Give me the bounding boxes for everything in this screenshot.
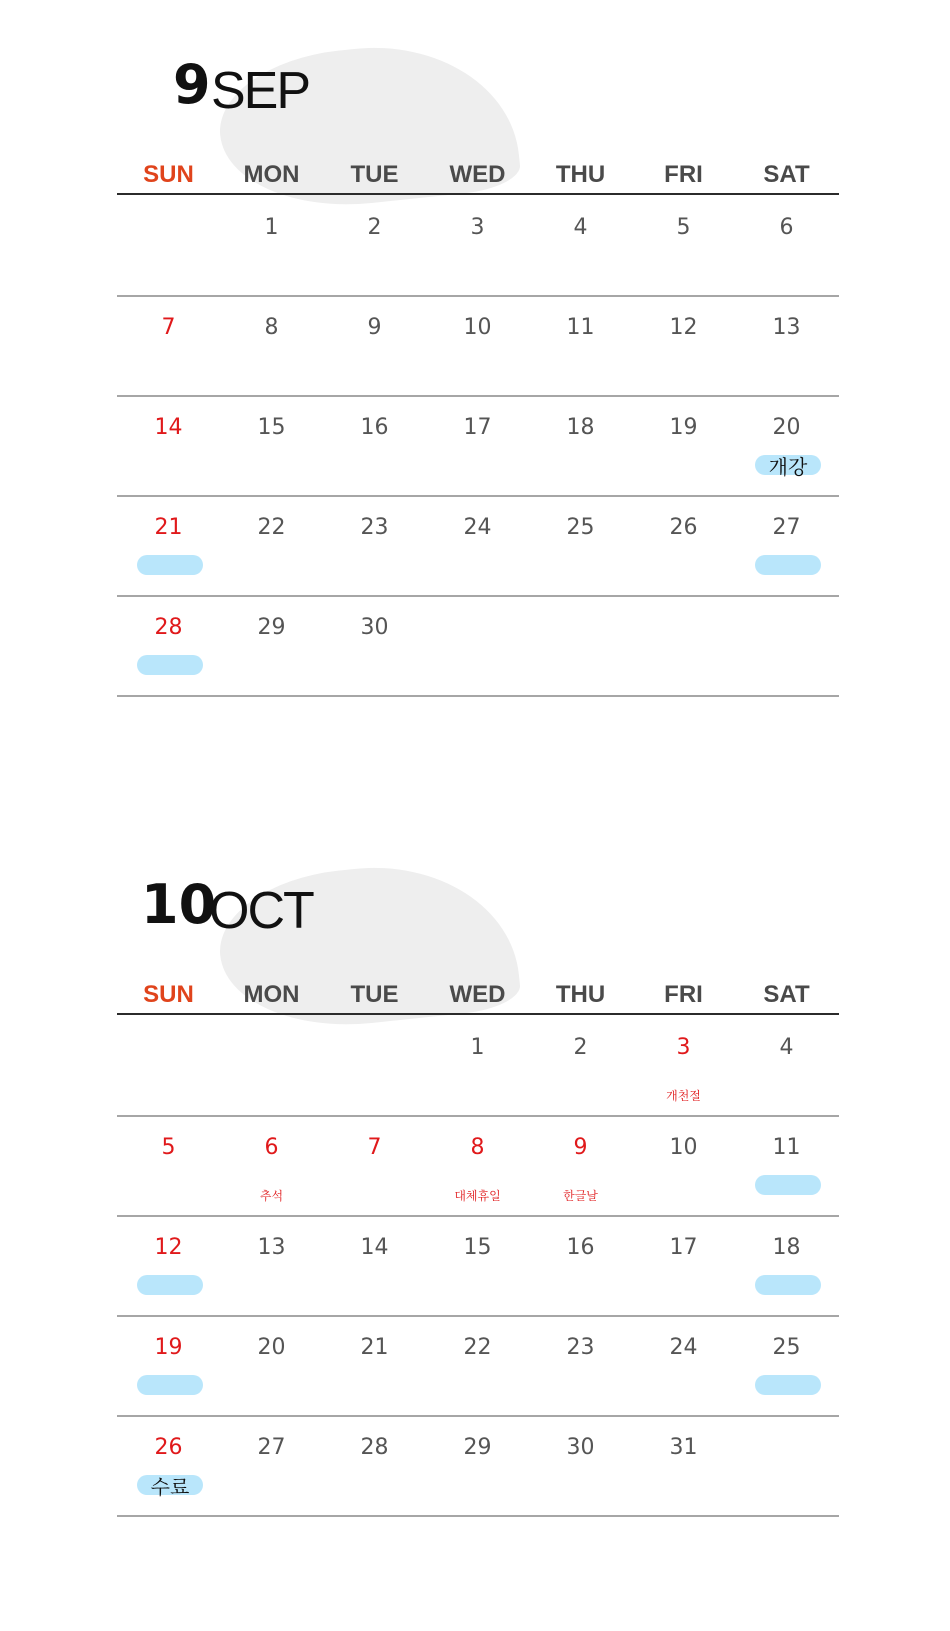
calendar-day-cell[interactable] xyxy=(735,1015,838,1115)
weekday-wed: WED xyxy=(449,161,506,188)
month-number: 10 xyxy=(141,873,217,936)
day-number: 10 xyxy=(463,315,492,340)
calendar-day-cell[interactable] xyxy=(529,295,632,395)
event-pill[interactable] xyxy=(755,1375,821,1395)
month-title xyxy=(0,55,500,125)
calendar-day-cell[interactable] xyxy=(632,1315,735,1415)
weekday-thu: THU xyxy=(555,161,606,188)
calendar-day-cell[interactable] xyxy=(117,1415,220,1515)
calendar-day-cell[interactable] xyxy=(323,1115,426,1215)
calendar-day-cell[interactable] xyxy=(117,395,220,495)
calendar-day-cell[interactable] xyxy=(426,1115,529,1215)
day-number: 7 xyxy=(367,1135,382,1160)
weekday-thu: THU xyxy=(555,981,606,1008)
day-number: 31 xyxy=(669,1435,698,1460)
calendar-week-row xyxy=(117,395,839,497)
day-number: 24 xyxy=(463,515,492,540)
day-number: 1 xyxy=(470,1035,485,1060)
day-number: 30 xyxy=(360,615,389,640)
calendar-day-cell[interactable] xyxy=(426,1015,529,1115)
calendar-day-cell[interactable] xyxy=(735,395,838,495)
calendar-day-cell[interactable] xyxy=(426,395,529,495)
day-number: 29 xyxy=(257,615,286,640)
weekday-sat: SAT xyxy=(763,981,810,1008)
calendar-day-cell[interactable] xyxy=(529,1115,632,1215)
calendar-day-cell[interactable] xyxy=(529,1015,632,1115)
calendar-week-row xyxy=(117,1015,839,1117)
holiday-label: 한글날 xyxy=(563,1189,598,1203)
calendar-day-cell[interactable] xyxy=(529,195,632,295)
day-number: 28 xyxy=(154,615,183,640)
calendar-day-cell[interactable] xyxy=(529,395,632,495)
calendar-week-row xyxy=(117,1115,839,1217)
weekday-tue: TUE xyxy=(350,981,399,1008)
day-number: 9 xyxy=(367,315,382,340)
day-number: 12 xyxy=(154,1235,183,1260)
calendar-empty-cell xyxy=(735,1415,838,1515)
event-pill[interactable] xyxy=(137,655,203,675)
calendar-day-cell[interactable] xyxy=(117,495,220,595)
day-number: 17 xyxy=(669,1235,698,1260)
calendar-day-cell[interactable] xyxy=(220,1215,323,1315)
day-number: 2 xyxy=(573,1035,588,1060)
day-number: 8 xyxy=(470,1135,485,1160)
holiday-label: 추석 xyxy=(259,1189,284,1203)
calendar-day-cell[interactable] xyxy=(117,1115,220,1215)
day-number: 22 xyxy=(257,515,286,540)
calendar-week-row xyxy=(117,495,839,597)
day-number: 27 xyxy=(257,1435,286,1460)
calendar-day-cell[interactable] xyxy=(632,1215,735,1315)
event-pill[interactable] xyxy=(755,555,821,575)
calendar-week-row xyxy=(117,1215,839,1317)
day-number: 3 xyxy=(676,1035,691,1060)
calendar-day-cell[interactable] xyxy=(426,1415,529,1515)
holiday-label: 대체휴일 xyxy=(454,1189,501,1203)
calendar-day-cell[interactable] xyxy=(632,1415,735,1515)
calendar-day-cell[interactable] xyxy=(632,195,735,295)
day-number: 22 xyxy=(463,1335,492,1360)
month-title xyxy=(0,875,500,945)
day-number: 18 xyxy=(772,1235,801,1260)
day-number: 3 xyxy=(470,215,485,240)
calendar-empty-cell xyxy=(117,1015,220,1115)
day-number: 25 xyxy=(772,1335,801,1360)
calendar-week-row xyxy=(117,595,839,697)
event-pill[interactable] xyxy=(137,1275,203,1295)
day-number: 11 xyxy=(772,1135,801,1160)
day-number: 27 xyxy=(772,515,801,540)
calendar-day-cell[interactable] xyxy=(632,495,735,595)
event-pill[interactable] xyxy=(137,1375,203,1395)
day-number: 28 xyxy=(360,1435,389,1460)
day-number: 11 xyxy=(566,315,595,340)
calendar-day-cell[interactable] xyxy=(323,1415,426,1515)
calendar-day-cell[interactable] xyxy=(220,395,323,495)
day-number: 18 xyxy=(566,415,595,440)
day-number: 10 xyxy=(669,1135,698,1160)
calendar-day-cell[interactable] xyxy=(735,1315,838,1415)
day-number: 15 xyxy=(257,415,286,440)
weekday-header-row xyxy=(117,975,839,1015)
month-name: SEP xyxy=(211,62,310,120)
month-name: OCT xyxy=(209,882,313,940)
calendar-week-row xyxy=(117,195,839,297)
weekday-sat: SAT xyxy=(763,161,810,188)
weekday-sun: SUN xyxy=(143,981,194,1008)
weekday-fri: FRI xyxy=(664,981,703,1008)
calendar-month-september xyxy=(0,0,950,760)
calendar-day-cell[interactable] xyxy=(117,295,220,395)
day-number: 7 xyxy=(161,315,176,340)
weekday-mon: MON xyxy=(243,981,300,1008)
calendar-empty-cell xyxy=(426,595,529,695)
day-number: 5 xyxy=(161,1135,176,1160)
weekday-header-row xyxy=(117,155,839,195)
calendar-day-cell[interactable] xyxy=(529,1315,632,1415)
holiday-label: 개천절 xyxy=(666,1089,701,1103)
calendar-empty-cell xyxy=(117,195,220,295)
calendar-empty-cell xyxy=(529,595,632,695)
weekday-fri: FRI xyxy=(664,161,703,188)
calendar-day-cell[interactable] xyxy=(323,595,426,695)
day-number: 14 xyxy=(360,1235,389,1260)
calendar-empty-cell xyxy=(323,1015,426,1115)
calendar-day-cell[interactable] xyxy=(117,1215,220,1315)
day-number: 19 xyxy=(669,415,698,440)
calendar-day-cell[interactable] xyxy=(735,1215,838,1315)
calendar-day-cell[interactable] xyxy=(323,295,426,395)
calendar-empty-cell xyxy=(735,595,838,695)
day-number: 29 xyxy=(463,1435,492,1460)
day-number: 16 xyxy=(566,1235,595,1260)
calendar-day-cell[interactable] xyxy=(220,495,323,595)
calendar-empty-cell xyxy=(220,1015,323,1115)
day-number: 13 xyxy=(772,315,801,340)
day-number: 8 xyxy=(264,315,279,340)
day-number: 13 xyxy=(257,1235,286,1260)
weekday-tue: TUE xyxy=(350,161,399,188)
calendar-day-cell[interactable] xyxy=(426,195,529,295)
calendar-empty-cell xyxy=(632,595,735,695)
calendar-day-cell[interactable] xyxy=(529,495,632,595)
calendar-day-cell[interactable] xyxy=(220,595,323,695)
event-pill[interactable] xyxy=(137,555,203,575)
calendar-day-cell[interactable] xyxy=(632,395,735,495)
day-number: 25 xyxy=(566,515,595,540)
calendar-day-cell[interactable] xyxy=(220,195,323,295)
calendar-day-cell[interactable] xyxy=(426,295,529,395)
calendar-day-cell[interactable] xyxy=(323,195,426,295)
day-number: 20 xyxy=(772,415,801,440)
day-number: 4 xyxy=(779,1035,794,1060)
event-label: 수료 xyxy=(150,1475,190,1499)
calendar-day-cell[interactable] xyxy=(220,1115,323,1215)
calendar-week-row xyxy=(117,1415,839,1517)
day-number: 24 xyxy=(669,1335,698,1360)
day-number: 19 xyxy=(154,1335,183,1360)
calendar-week-row xyxy=(117,1315,839,1417)
calendar-day-cell[interactable] xyxy=(735,295,838,395)
calendar-day-cell[interactable] xyxy=(426,495,529,595)
month-number: 9 xyxy=(173,53,211,116)
calendar-day-cell[interactable] xyxy=(117,1315,220,1415)
calendar-day-cell[interactable] xyxy=(735,495,838,595)
day-number: 20 xyxy=(257,1335,286,1360)
day-number: 30 xyxy=(566,1435,595,1460)
day-number: 15 xyxy=(463,1235,492,1260)
day-number: 23 xyxy=(566,1335,595,1360)
weekday-mon: MON xyxy=(243,161,300,188)
calendar-week-row xyxy=(117,295,839,397)
day-number: 1 xyxy=(264,215,279,240)
day-number: 17 xyxy=(463,415,492,440)
calendar-month-october xyxy=(0,820,950,1580)
calendar-day-cell[interactable] xyxy=(529,1415,632,1515)
day-number: 5 xyxy=(676,215,691,240)
day-number: 21 xyxy=(360,1335,389,1360)
calendar-day-cell[interactable] xyxy=(426,1215,529,1315)
weekday-sun: SUN xyxy=(143,161,194,188)
weekday-wed: WED xyxy=(449,981,506,1008)
calendar-day-cell[interactable] xyxy=(735,1115,838,1215)
day-number: 9 xyxy=(573,1135,588,1160)
day-number: 14 xyxy=(154,415,183,440)
calendar-day-cell[interactable] xyxy=(632,295,735,395)
event-pill[interactable] xyxy=(755,1275,821,1295)
day-number: 26 xyxy=(669,515,698,540)
calendar-day-cell[interactable] xyxy=(426,1315,529,1415)
day-number: 21 xyxy=(154,515,183,540)
day-number: 6 xyxy=(264,1135,279,1160)
day-number: 6 xyxy=(779,215,794,240)
calendar-day-cell[interactable] xyxy=(323,495,426,595)
day-number: 16 xyxy=(360,415,389,440)
day-number: 4 xyxy=(573,215,588,240)
calendar-day-cell[interactable] xyxy=(632,1015,735,1115)
day-number: 26 xyxy=(154,1435,183,1460)
calendar-day-cell[interactable] xyxy=(117,595,220,695)
calendar-day-cell[interactable] xyxy=(323,1315,426,1415)
calendar-day-cell[interactable] xyxy=(529,1215,632,1315)
calendar-day-cell[interactable] xyxy=(632,1115,735,1215)
day-number: 23 xyxy=(360,515,389,540)
calendar-day-cell[interactable] xyxy=(323,395,426,495)
calendar-day-cell[interactable] xyxy=(323,1215,426,1315)
calendar-day-cell[interactable] xyxy=(220,1315,323,1415)
day-number: 2 xyxy=(367,215,382,240)
day-number: 12 xyxy=(669,315,698,340)
calendar-day-cell[interactable] xyxy=(735,195,838,295)
calendar-day-cell[interactable] xyxy=(220,1415,323,1515)
calendar-day-cell[interactable] xyxy=(220,295,323,395)
event-pill[interactable] xyxy=(755,1175,821,1195)
event-label: 개강 xyxy=(768,455,808,479)
